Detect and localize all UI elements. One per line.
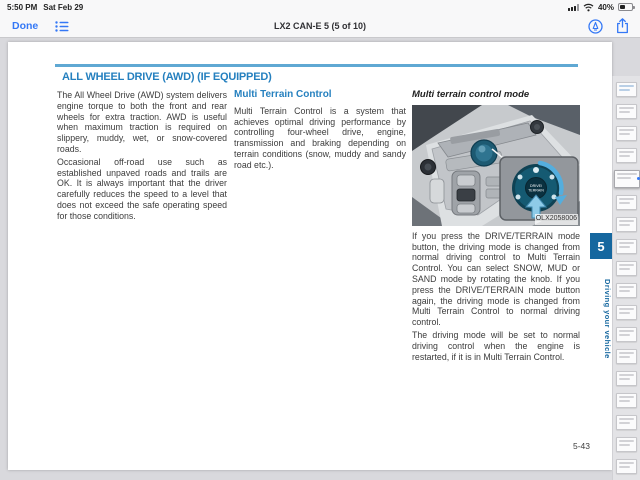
column-awd [57, 90, 227, 224]
page-thumbnail[interactable] [616, 104, 637, 119]
section-rule [55, 64, 578, 67]
page-thumbnail[interactable] [616, 327, 637, 342]
page-thumbnail[interactable] [616, 393, 637, 408]
status-bar [0, 0, 640, 14]
page-thumbnail[interactable] [616, 82, 637, 97]
page-number: 5-43 [572, 441, 590, 451]
top-chrome [0, 0, 640, 38]
mtc-mode-paragraph-2: The driving mode will be set to normal driving control when the engine is restarted, if it is in Multi Terrain Control. [412, 329, 580, 362]
page-thumbnail[interactable] [616, 305, 637, 320]
page-thumbnail[interactable] [616, 239, 637, 254]
column-mtc-mode [412, 90, 580, 364]
svg-text:TERRAIN: TERRAIN [528, 188, 544, 193]
mtc-mode-heading: Multi terrain control mode [412, 89, 530, 100]
awd-paragraph-2: Occasional off-road use such as established unpaved roads and trails are OK. It is always important that the driver carefully reduces the speed to a level that does not exceed the safe operating speed for those conditions. [57, 156, 227, 221]
page-thumbnail[interactable] [616, 283, 637, 298]
mtc-paragraph: Multi Terrain Control is a system that achieves optimal driving performance by controlling four-wheel drive, engine, transmission and braking depending on terrain conditions (snow, muddy and sandy road etc.). [234, 105, 406, 170]
share-icon[interactable] [615, 19, 630, 34]
battery-icon [618, 3, 633, 11]
page-thumbnail[interactable] [616, 195, 637, 210]
chapter-label: Driving your vehicle [603, 279, 612, 359]
thumbnail-strip[interactable] [612, 76, 640, 480]
document-page [8, 42, 612, 470]
page-thumbnail[interactable] [616, 371, 637, 386]
cellular-icon [568, 4, 579, 11]
figure-caption: OLX2058006 [535, 214, 578, 225]
console-illustration [412, 105, 580, 226]
page-thumbnail[interactable] [616, 349, 637, 364]
mtc-heading: Multi Terrain Control [234, 89, 332, 100]
battery-percent: 40% [597, 2, 614, 12]
page-thumbnail[interactable] [616, 415, 637, 430]
date: Sat Feb 29 [43, 2, 84, 12]
column-mtc [234, 90, 406, 173]
console-figure [412, 105, 580, 226]
page-thumbnail[interactable] [616, 217, 637, 232]
page-thumbnail[interactable] [616, 459, 637, 474]
clock: 5:50 PM [7, 2, 38, 12]
page-thumbnail[interactable] [614, 170, 640, 188]
mtc-mode-paragraph-1: If you press the DRIVE/TERRAIN mode button, the driving mode is changed from normal driving control to Multi Terrain Control. You can select SNOW, MUD or SAND mode by rotating the knob. If you press the DRIVE/TERRAIN mode button again, the driving mode is changed from Multi Terrain Control to normal driving control. [412, 230, 580, 328]
document-title: LX2 CAN-E 5 (5 of 10) [273, 21, 367, 31]
chapter-tab: 5 [590, 233, 612, 259]
awd-paragraph-1: The All Wheel Drive (AWD) system delivers engine torque to both the front and rear wheels for extra traction. AWD is useful when maximum traction is required on slippery, muddy, wet, or snow-covered roads. [57, 90, 227, 154]
svg-text:DRIVE/: DRIVE/ [530, 183, 542, 188]
markup-icon[interactable] [588, 19, 603, 34]
page-thumbnail[interactable] [616, 437, 637, 452]
done-button[interactable]: Done [12, 20, 39, 32]
wifi-icon [583, 3, 594, 12]
page-thumbnail[interactable] [616, 261, 637, 276]
page-thumbnail[interactable] [616, 126, 637, 141]
pdf-toolbar [0, 14, 640, 38]
section-heading: ALL WHEEL DRIVE (AWD) (IF EQUIPPED) [62, 71, 272, 83]
pdf-content-area [0, 38, 640, 480]
page-thumbnail[interactable] [616, 148, 637, 163]
